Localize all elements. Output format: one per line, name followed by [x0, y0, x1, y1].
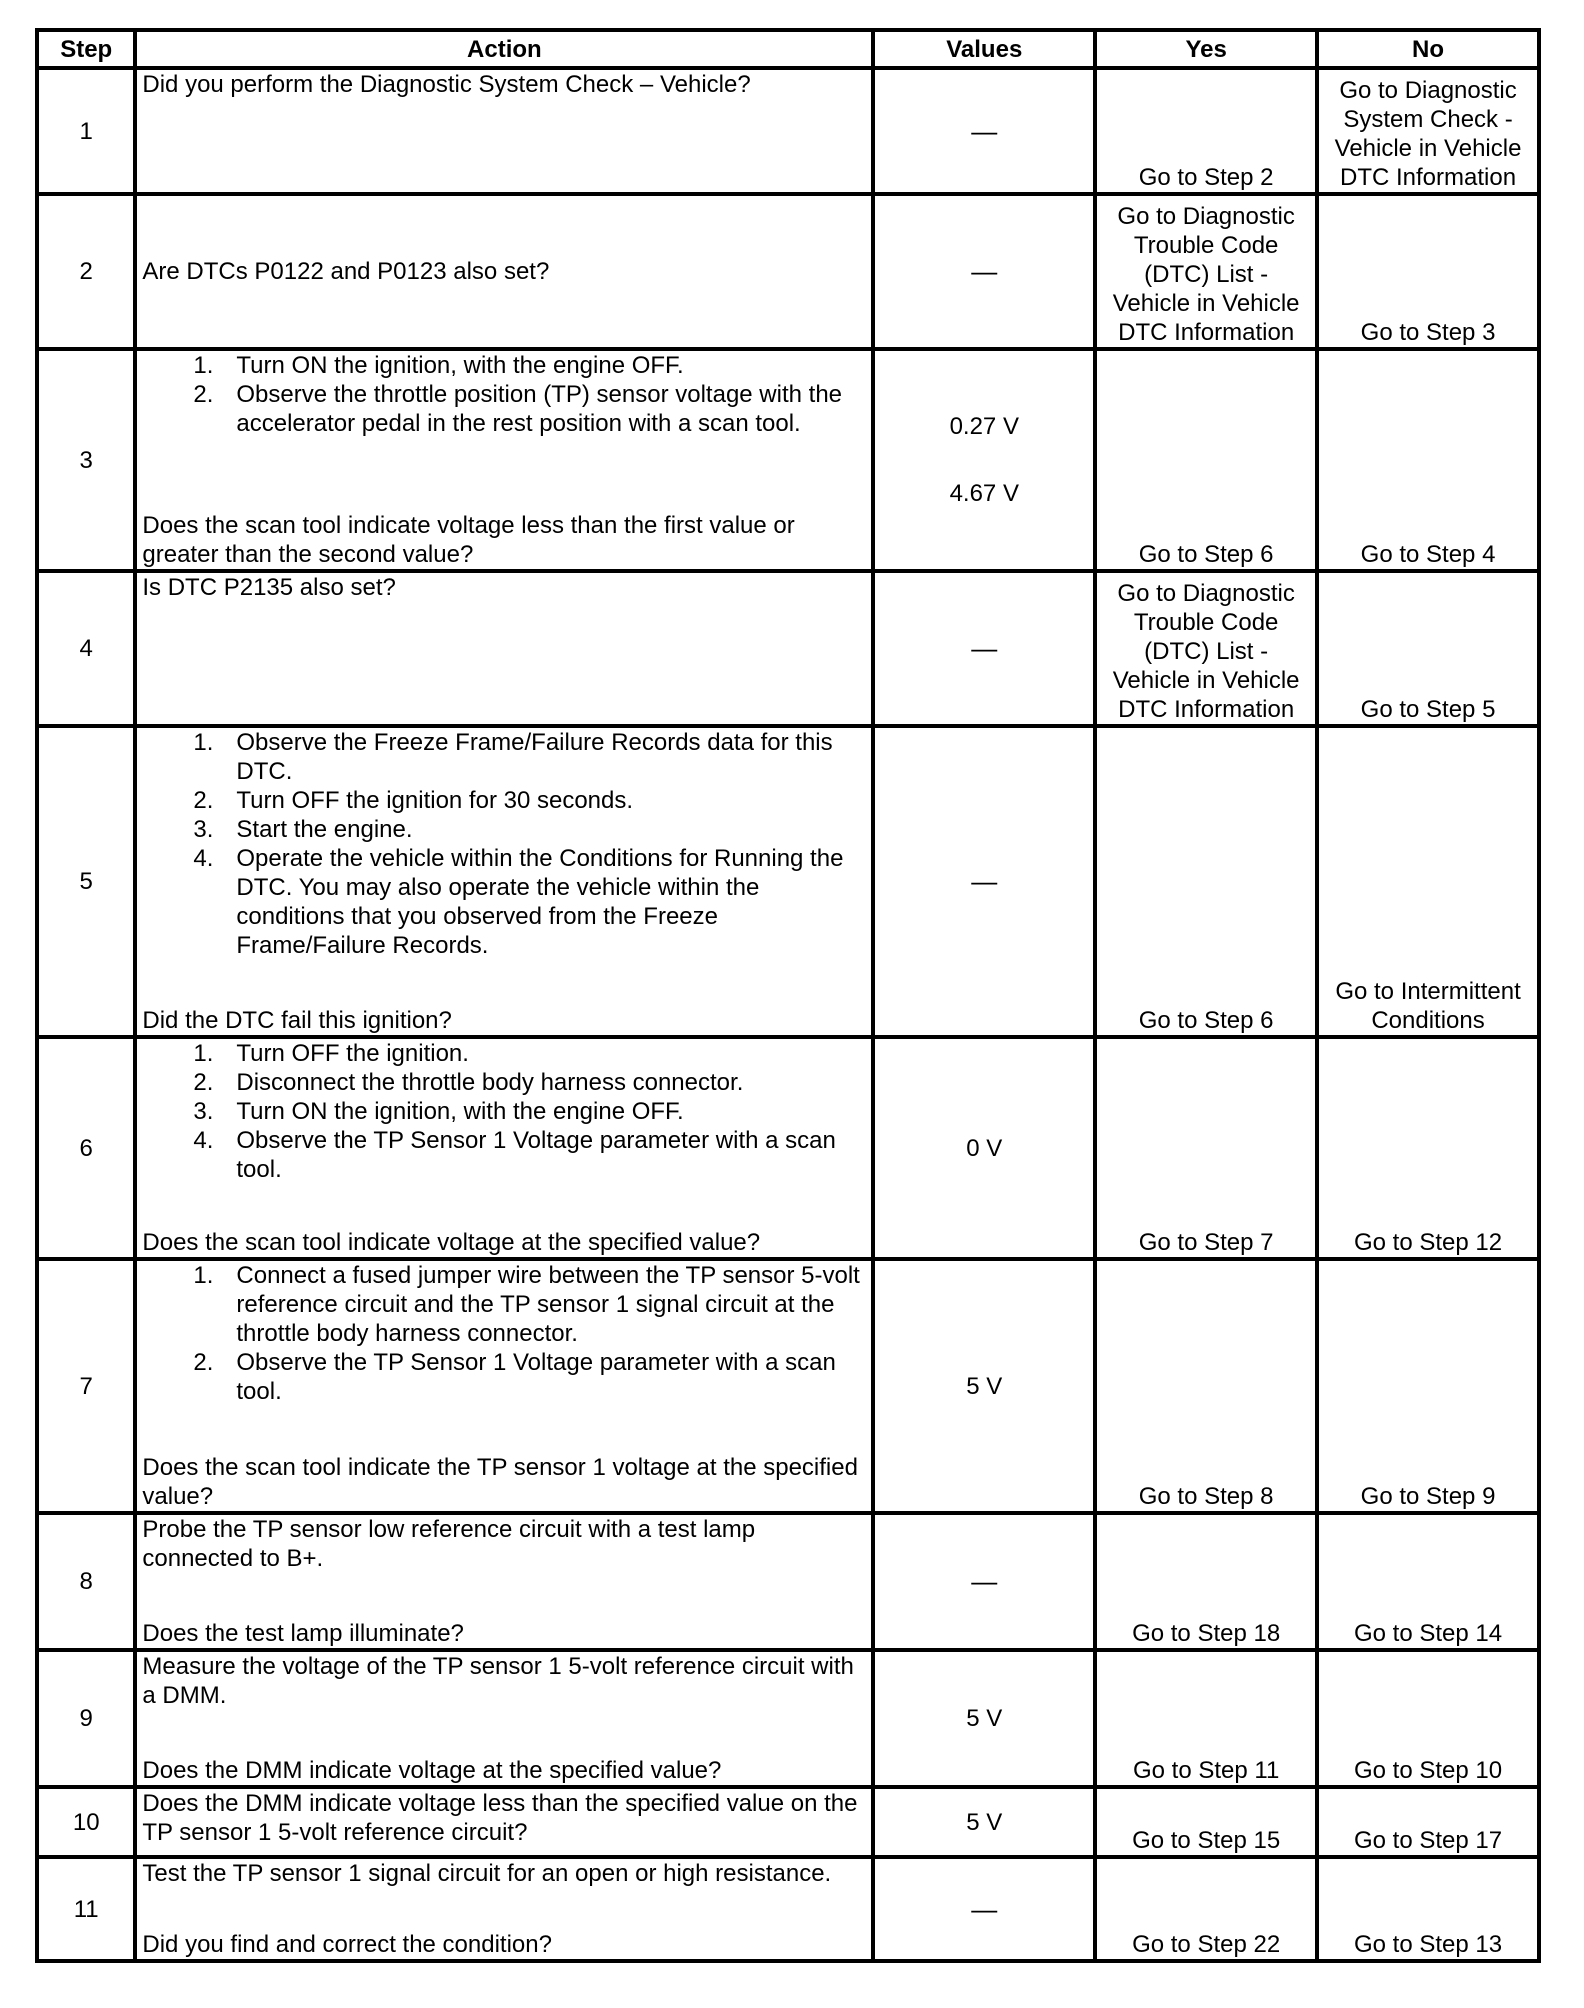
- action-top: [142, 1652, 866, 1710]
- action-question: Did the DTC fail this ignition?: [142, 1007, 452, 1034]
- action-step-number: 2.: [193, 1349, 214, 1376]
- step-number: 10: [37, 1787, 135, 1857]
- no-cell: Go to Step 4: [1317, 349, 1539, 571]
- action-text: Did you perform the Diagnostic System Check – Vehicle?: [142, 71, 751, 98]
- table-row: [37, 194, 1539, 349]
- not-applicable-dash: —: [971, 633, 998, 663]
- action-step-item: [142, 1039, 866, 1068]
- action-question: Does the scan tool indicate voltage at the specified value?: [142, 1229, 761, 1256]
- table-row: [37, 1513, 1539, 1650]
- yes-cell: Go to Diagnostic Trouble Code (DTC) List - Vehicle in Vehicle DTC Information: [1095, 571, 1317, 726]
- action-step-number: 2.: [193, 381, 214, 408]
- action-question: Does the test lamp illuminate?: [142, 1620, 464, 1647]
- action-content: [142, 1039, 866, 1257]
- action-question: Does the scan tool indicate the TP sensor 1 voltage at the specified value?: [142, 1454, 858, 1510]
- action-content: [142, 1859, 866, 1959]
- action-step-item: [142, 1348, 866, 1406]
- action-cell: [135, 194, 873, 349]
- action-top: [142, 70, 866, 99]
- table-row: [37, 1857, 1539, 1961]
- table-row: [37, 1259, 1539, 1513]
- action-step-text: Turn OFF the ignition.: [236, 1040, 469, 1067]
- yes-cell: Go to Step 6: [1095, 726, 1317, 1037]
- diagnostic-table: [35, 28, 1541, 1963]
- values-cell: [873, 726, 1095, 1037]
- action-top: [142, 728, 866, 960]
- action-step-item: [142, 815, 866, 844]
- values-list: [880, 117, 1088, 146]
- values-cell: [873, 194, 1095, 349]
- not-applicable-dash: —: [971, 1893, 998, 1924]
- value-text: 5 V: [966, 1705, 1003, 1732]
- header-action: Action: [135, 30, 873, 68]
- action-cell: [135, 1259, 873, 1513]
- action-step-text: Turn ON the ignition, with the engine OFF.: [236, 352, 684, 379]
- values-list: [880, 1808, 1088, 1837]
- action-step-item: [142, 728, 866, 786]
- action-content: [142, 70, 866, 192]
- action-top: [142, 1039, 866, 1184]
- action-cell: [135, 1857, 873, 1961]
- action-step-list: [142, 351, 866, 438]
- yes-cell: Go to Step 18: [1095, 1513, 1317, 1650]
- action-cell: [135, 68, 873, 194]
- action-question: Does the scan tool indicate voltage less than the first value or greater than the second value?: [142, 512, 795, 568]
- yes-cell: Go to Step 22: [1095, 1857, 1317, 1961]
- no-cell: Go to Step 9: [1317, 1259, 1539, 1513]
- yes-cell: Go to Step 8: [1095, 1259, 1317, 1513]
- action-content: [142, 1261, 866, 1511]
- action-cell: [135, 1513, 873, 1650]
- action-text: Does the DMM indicate voltage less than the specified value on the TP sensor 1 5-volt reference circuit?: [142, 1790, 858, 1846]
- step-number: 1: [37, 68, 135, 194]
- action-step-item: [142, 351, 866, 380]
- values-list: [880, 867, 1088, 896]
- action-text: Is DTC P2135 also set?: [142, 574, 396, 601]
- action-step-text: Operate the vehicle within the Conditions for Running the DTC. You may also operate the vehicle within the conditions that you observed from the Freeze Frame/Failure Records.: [236, 845, 844, 959]
- action-cell: [135, 1650, 873, 1787]
- yes-cell: Go to Step 7: [1095, 1037, 1317, 1259]
- values-list: [880, 634, 1088, 663]
- value-text: 5 V: [966, 1372, 1003, 1400]
- value-text: 0.27 V: [949, 413, 1019, 440]
- action-step-item: [142, 1097, 866, 1126]
- action-step-item: [142, 1068, 866, 1097]
- no-cell: Go to Step 14: [1317, 1513, 1539, 1650]
- values-list: [880, 1372, 1088, 1401]
- table-row: [37, 1787, 1539, 1857]
- yes-cell: Go to Step 15: [1095, 1787, 1317, 1857]
- values-cell: [873, 1787, 1095, 1857]
- action-content: [142, 1789, 866, 1855]
- action-top: [142, 1515, 866, 1573]
- action-step-number: 4.: [193, 845, 214, 872]
- action-top: [142, 351, 866, 438]
- header-step: Step: [37, 30, 135, 68]
- action-content: [142, 196, 866, 347]
- yes-cell: Go to Step 11: [1095, 1650, 1317, 1787]
- table-row: [37, 68, 1539, 194]
- action-cell: [135, 1787, 873, 1857]
- action-top: [142, 1261, 866, 1406]
- step-number: 7: [37, 1259, 135, 1513]
- step-number: 9: [37, 1650, 135, 1787]
- action-step-list: [142, 1039, 866, 1184]
- action-cell: [135, 349, 873, 571]
- action-cell: [135, 571, 873, 726]
- action-question: Does the DMM indicate voltage at the specified value?: [142, 1757, 722, 1784]
- no-cell: Go to Step 17: [1317, 1787, 1539, 1857]
- action-text: Measure the voltage of the TP sensor 1 5-volt reference circuit with a DMM.: [142, 1653, 854, 1709]
- value-text: 5 V: [966, 1808, 1003, 1836]
- step-number: 4: [37, 571, 135, 726]
- action-question: Are DTCs P0122 and P0123 also set?: [142, 258, 550, 285]
- values-cell: [873, 1650, 1095, 1787]
- action-cell: [135, 1037, 873, 1259]
- action-content: [142, 728, 866, 1035]
- action-step-number: 1.: [193, 729, 214, 756]
- action-step-number: 1.: [193, 1262, 214, 1289]
- table-row: [37, 1650, 1539, 1787]
- no-cell: Go to Step 13: [1317, 1857, 1539, 1961]
- values-list: [880, 412, 1088, 508]
- values-cell: [873, 1857, 1095, 1961]
- action-step-text: Observe the TP Sensor 1 Voltage parameter with a scan tool.: [236, 1349, 836, 1405]
- step-number: 8: [37, 1513, 135, 1650]
- values-list: [880, 1567, 1088, 1596]
- header-values: Values: [873, 30, 1095, 68]
- table-row: [37, 349, 1539, 571]
- no-cell: Go to Step 5: [1317, 571, 1539, 726]
- action-step-list: [142, 728, 866, 960]
- value-text: 0 V: [966, 1134, 1003, 1162]
- values-cell: [873, 68, 1095, 194]
- table-row: [37, 571, 1539, 726]
- action-step-text: Disconnect the throttle body harness connector.: [236, 1069, 744, 1096]
- action-step-item: [142, 380, 866, 438]
- action-step-item: [142, 786, 866, 815]
- no-cell: Go to Step 10: [1317, 1650, 1539, 1787]
- action-step-number: 3.: [193, 816, 214, 843]
- action-step-item: [142, 844, 866, 960]
- action-step-list: [142, 1261, 866, 1406]
- values-list: [880, 1134, 1088, 1163]
- not-applicable-dash: —: [971, 256, 998, 286]
- values-cell: [873, 349, 1095, 571]
- action-top: [142, 1859, 866, 1888]
- not-applicable-dash: —: [971, 115, 998, 146]
- action-top: [142, 1789, 866, 1847]
- action-top: [142, 573, 866, 602]
- action-content: [142, 1515, 866, 1648]
- step-number: 3: [37, 349, 135, 571]
- action-step-number: 2.: [193, 787, 214, 814]
- action-step-number: 4.: [193, 1127, 214, 1154]
- not-applicable-dash: —: [971, 1566, 998, 1596]
- action-step-number: 2.: [193, 1069, 214, 1096]
- table-row: [37, 1037, 1539, 1259]
- table-row: [37, 726, 1539, 1037]
- no-cell: Go to Step 3: [1317, 194, 1539, 349]
- header-no: No: [1317, 30, 1539, 68]
- step-number: 11: [37, 1857, 135, 1961]
- step-number: 2: [37, 194, 135, 349]
- action-text: Test the TP sensor 1 signal circuit for an open or high resistance.: [142, 1860, 832, 1887]
- values-cell: [873, 1513, 1095, 1650]
- action-content: [142, 1652, 866, 1785]
- yes-cell: Go to Step 2: [1095, 68, 1317, 194]
- action-content: [142, 351, 866, 569]
- yes-cell: Go to Diagnostic Trouble Code (DTC) List - Vehicle in Vehicle DTC Information: [1095, 194, 1317, 349]
- header-yes: Yes: [1095, 30, 1317, 68]
- value-text: 4.67 V: [949, 480, 1019, 507]
- values-cell: [873, 1037, 1095, 1259]
- values-cell: [873, 571, 1095, 726]
- action-step-text: Connect a fused jumper wire between the TP sensor 5-volt reference circuit and the TP sensor 1 signal circuit at the throttle body harness connector.: [236, 1262, 860, 1347]
- action-text: Probe the TP sensor low reference circuit with a test lamp connected to B+.: [142, 1516, 756, 1572]
- action-step-text: Start the engine.: [236, 816, 413, 843]
- action-content: [142, 573, 866, 724]
- action-step-number: 1.: [193, 352, 214, 379]
- step-number: 6: [37, 1037, 135, 1259]
- values-list: [880, 257, 1088, 286]
- action-cell: [135, 726, 873, 1037]
- action-step-text: Observe the throttle position (TP) sensor voltage with the accelerator pedal in the rest position with a scan tool.: [236, 381, 843, 437]
- action-step-text: Turn ON the ignition, with the engine OFF.: [236, 1098, 684, 1125]
- values-cell: [873, 1259, 1095, 1513]
- action-step-number: 1.: [193, 1040, 214, 1067]
- action-step-number: 3.: [193, 1098, 214, 1125]
- values-list: [880, 1895, 1088, 1924]
- values-list: [880, 1704, 1088, 1733]
- step-number: 5: [37, 726, 135, 1037]
- action-step-item: [142, 1126, 866, 1184]
- action-step-text: Observe the Freeze Frame/Failure Records data for this DTC.: [236, 729, 833, 785]
- table-body: [37, 68, 1539, 1961]
- no-cell: Go to Intermittent Conditions: [1317, 726, 1539, 1037]
- action-question: Did you find and correct the condition?: [142, 1931, 552, 1958]
- yes-cell: Go to Step 6: [1095, 349, 1317, 571]
- no-cell: Go to Step 12: [1317, 1037, 1539, 1259]
- action-step-text: Observe the TP Sensor 1 Voltage parameter with a scan tool.: [236, 1127, 836, 1183]
- not-applicable-dash: —: [971, 866, 998, 896]
- action-step-item: [142, 1261, 866, 1348]
- header-row: [37, 30, 1539, 68]
- no-cell: Go to Diagnostic System Check - Vehicle in Vehicle DTC Information: [1317, 68, 1539, 194]
- action-step-text: Turn OFF the ignition for 30 seconds.: [236, 787, 634, 814]
